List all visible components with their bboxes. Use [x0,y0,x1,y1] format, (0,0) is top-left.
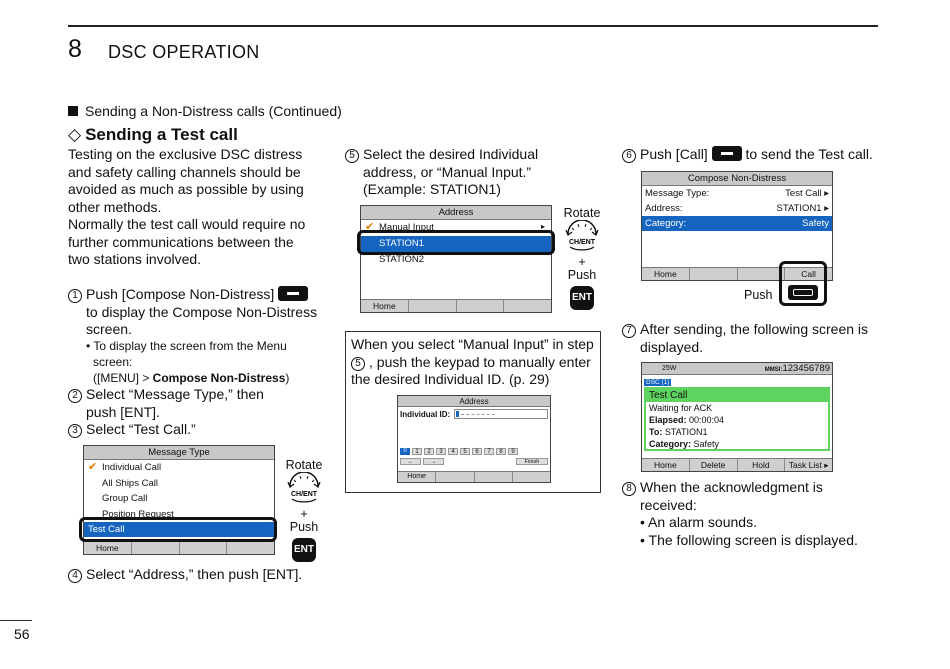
softkey-bar [398,471,550,482]
menu-item-group-call[interactable]: Group Call [102,493,148,504]
softkey-hold[interactable]: Hold [738,459,786,471]
message-type-row[interactable]: Message Type: Test Call ▸ [645,188,829,199]
test-call-sent-screen [641,362,833,472]
ch-ent-knob-icon [562,220,602,252]
step-2: 2 Select “Message Type,” then push [ENT]. [68,386,338,421]
address-screen: Address ✔ Manual Input STATION1 STATION2 Home [360,205,552,313]
key-4[interactable]: 4 [448,448,458,455]
compose-screen: Compose Non-Distress Message Type: Test Call ▸ Address: STATION1 ▸ Category: Safety Home Call [641,171,833,281]
status-bar: 25W MMSI:123456789 [642,363,832,375]
dsc-badge: DSC (1) [646,379,670,386]
step-7: 7 After sending, the following screen is displayed. [622,321,892,356]
page-number-rule [0,620,32,621]
softkey-4[interactable] [504,300,551,312]
address-row[interactable]: Address: STATION1 ▸ [645,203,829,214]
svg-text:CH/ENT: CH/ENT [568,239,596,246]
step-5: 5 Select the desired Individual address, or “Manual Input.” (Example: STATION1) [345,146,585,199]
softkey-3[interactable] [180,542,228,554]
ch-ent-knob-icon [284,472,324,504]
highlight-station1 [357,230,555,255]
softkey-bar [84,541,274,554]
step-4: 4 Select “Address,” then push [ENT]. [68,566,338,584]
softkey-home[interactable]: Home [84,542,132,554]
key-3[interactable]: 3 [436,448,446,455]
menu-item-test-call[interactable]: Test Call [84,522,274,538]
call-panel: Test Call Waiting for ACK Elapsed: 00:00:04 To: STATION1 Category: Safety [644,387,830,451]
left-arrow-key[interactable]: ← [400,458,421,465]
step-1-note: • To display the screen from the Menu screen: ([MENU] > Compose Non-Distress) [86,339,290,385]
menu-item-station1[interactable]: STATION1 [361,236,551,252]
key-0[interactable]: 0 [400,448,410,455]
call-key-icon [712,146,742,161]
step-6: 6 Push [Call] to send the Test call. [622,146,892,164]
section-heading: ◇ Sending a Test call [68,125,238,144]
softkey-4[interactable] [227,542,274,554]
chapter-title: DSC OPERATION [108,42,260,62]
digit-keypad [400,448,518,455]
step-3: 3 Select “Test Call.” [68,421,338,439]
key-2[interactable]: 2 [424,448,434,455]
key-8[interactable]: 8 [496,448,506,455]
softkey-bar [642,458,832,471]
softkey-home[interactable]: Home [642,459,690,471]
step-8: 8 When the acknowledgment is received: • An alarm sounds. • The following screen is displayed. [622,479,892,549]
softkey-2[interactable] [132,542,180,554]
diamond-icon: ◇ [68,125,82,144]
right-arrow-key[interactable]: → [423,458,444,465]
softkey-bar [361,299,551,312]
ent-button-icon: ENT [292,538,316,562]
softkey-call[interactable]: Call [801,269,816,279]
category-row[interactable]: Category: Safety [642,216,832,231]
finish-key[interactable]: Finish [516,458,548,465]
knob-group-1: Rotate CH/ENT + Push ENT [282,458,326,562]
note-box: When you select “Manual Input” in step 5 , push the keypad to manually enter the desired Individual ID. (p. 29) Address Individual ID: 0 1 2 3 4 5 6 7 8 9 ← → Finish Home [345,331,601,493]
softkey-2[interactable] [690,268,738,280]
key-1[interactable]: 1 [412,448,422,455]
svg-text:CH/ENT: CH/ENT [290,491,318,498]
highlight-test-call [79,517,277,542]
knob-group-2: Rotate CH/ENT + Push ENT [560,206,604,310]
menu-item-position-request[interactable]: Position Request [102,508,174,520]
key-7[interactable]: 7 [484,448,494,455]
softkey-home[interactable]: Home [642,268,690,280]
key-5[interactable]: 5 [460,448,470,455]
scroll-arrow-icon: ▸ [541,222,546,231]
top-rule [68,25,878,27]
ent-button-icon: ENT [570,286,594,310]
sub-heading: Sending a Non-Distress calls (Continued) [68,103,342,119]
step-1: 1 Push [Compose Non-Distress] to display the Compose Non-Distress screen. [68,286,338,339]
call-button-icon [788,285,818,300]
softkey-3[interactable] [475,472,513,482]
push-label: Push [744,288,773,302]
menu-item-manual-input[interactable]: ✔ Manual Input [361,220,551,228]
key-9[interactable]: 9 [508,448,518,455]
softkey-task-list[interactable]: Task List ▸ [788,460,829,470]
menu-item-station2[interactable]: STATION2 [379,253,425,265]
softkey-home[interactable]: Home [361,300,409,312]
menu-item-all-ships-call[interactable]: All Ships Call [102,477,158,489]
softkey-2[interactable] [409,300,457,312]
page-number: 56 [14,626,30,642]
message-type-screen: Message Type ✔ Individual Call All Ships Call Group Call Position Request Test Call Home [83,445,275,555]
compose-key-icon [278,286,308,301]
square-bullet-icon [68,106,78,116]
intro-text: Testing on the exclusive DSC distress and safety calling channels should be avoided as much as possible by using other methods. Normally the test call would require no further communications between the two stations involved. [68,146,306,267]
key-6[interactable]: 6 [472,448,482,455]
softkey-3[interactable] [457,300,505,312]
softkey-delete[interactable]: Delete [690,459,738,471]
softkey-2[interactable] [436,472,474,482]
manual-input-screen: Address Individual ID: 0 1 2 3 4 5 6 7 8 9 ← → Finish Home [397,395,551,483]
softkey-home[interactable]: Home [398,472,436,482]
softkey-4[interactable] [513,472,550,482]
chapter-number: 8 [68,35,82,63]
individual-id-input[interactable] [454,409,548,419]
menu-item-individual-call[interactable]: ✔ Individual Call [84,460,274,476]
